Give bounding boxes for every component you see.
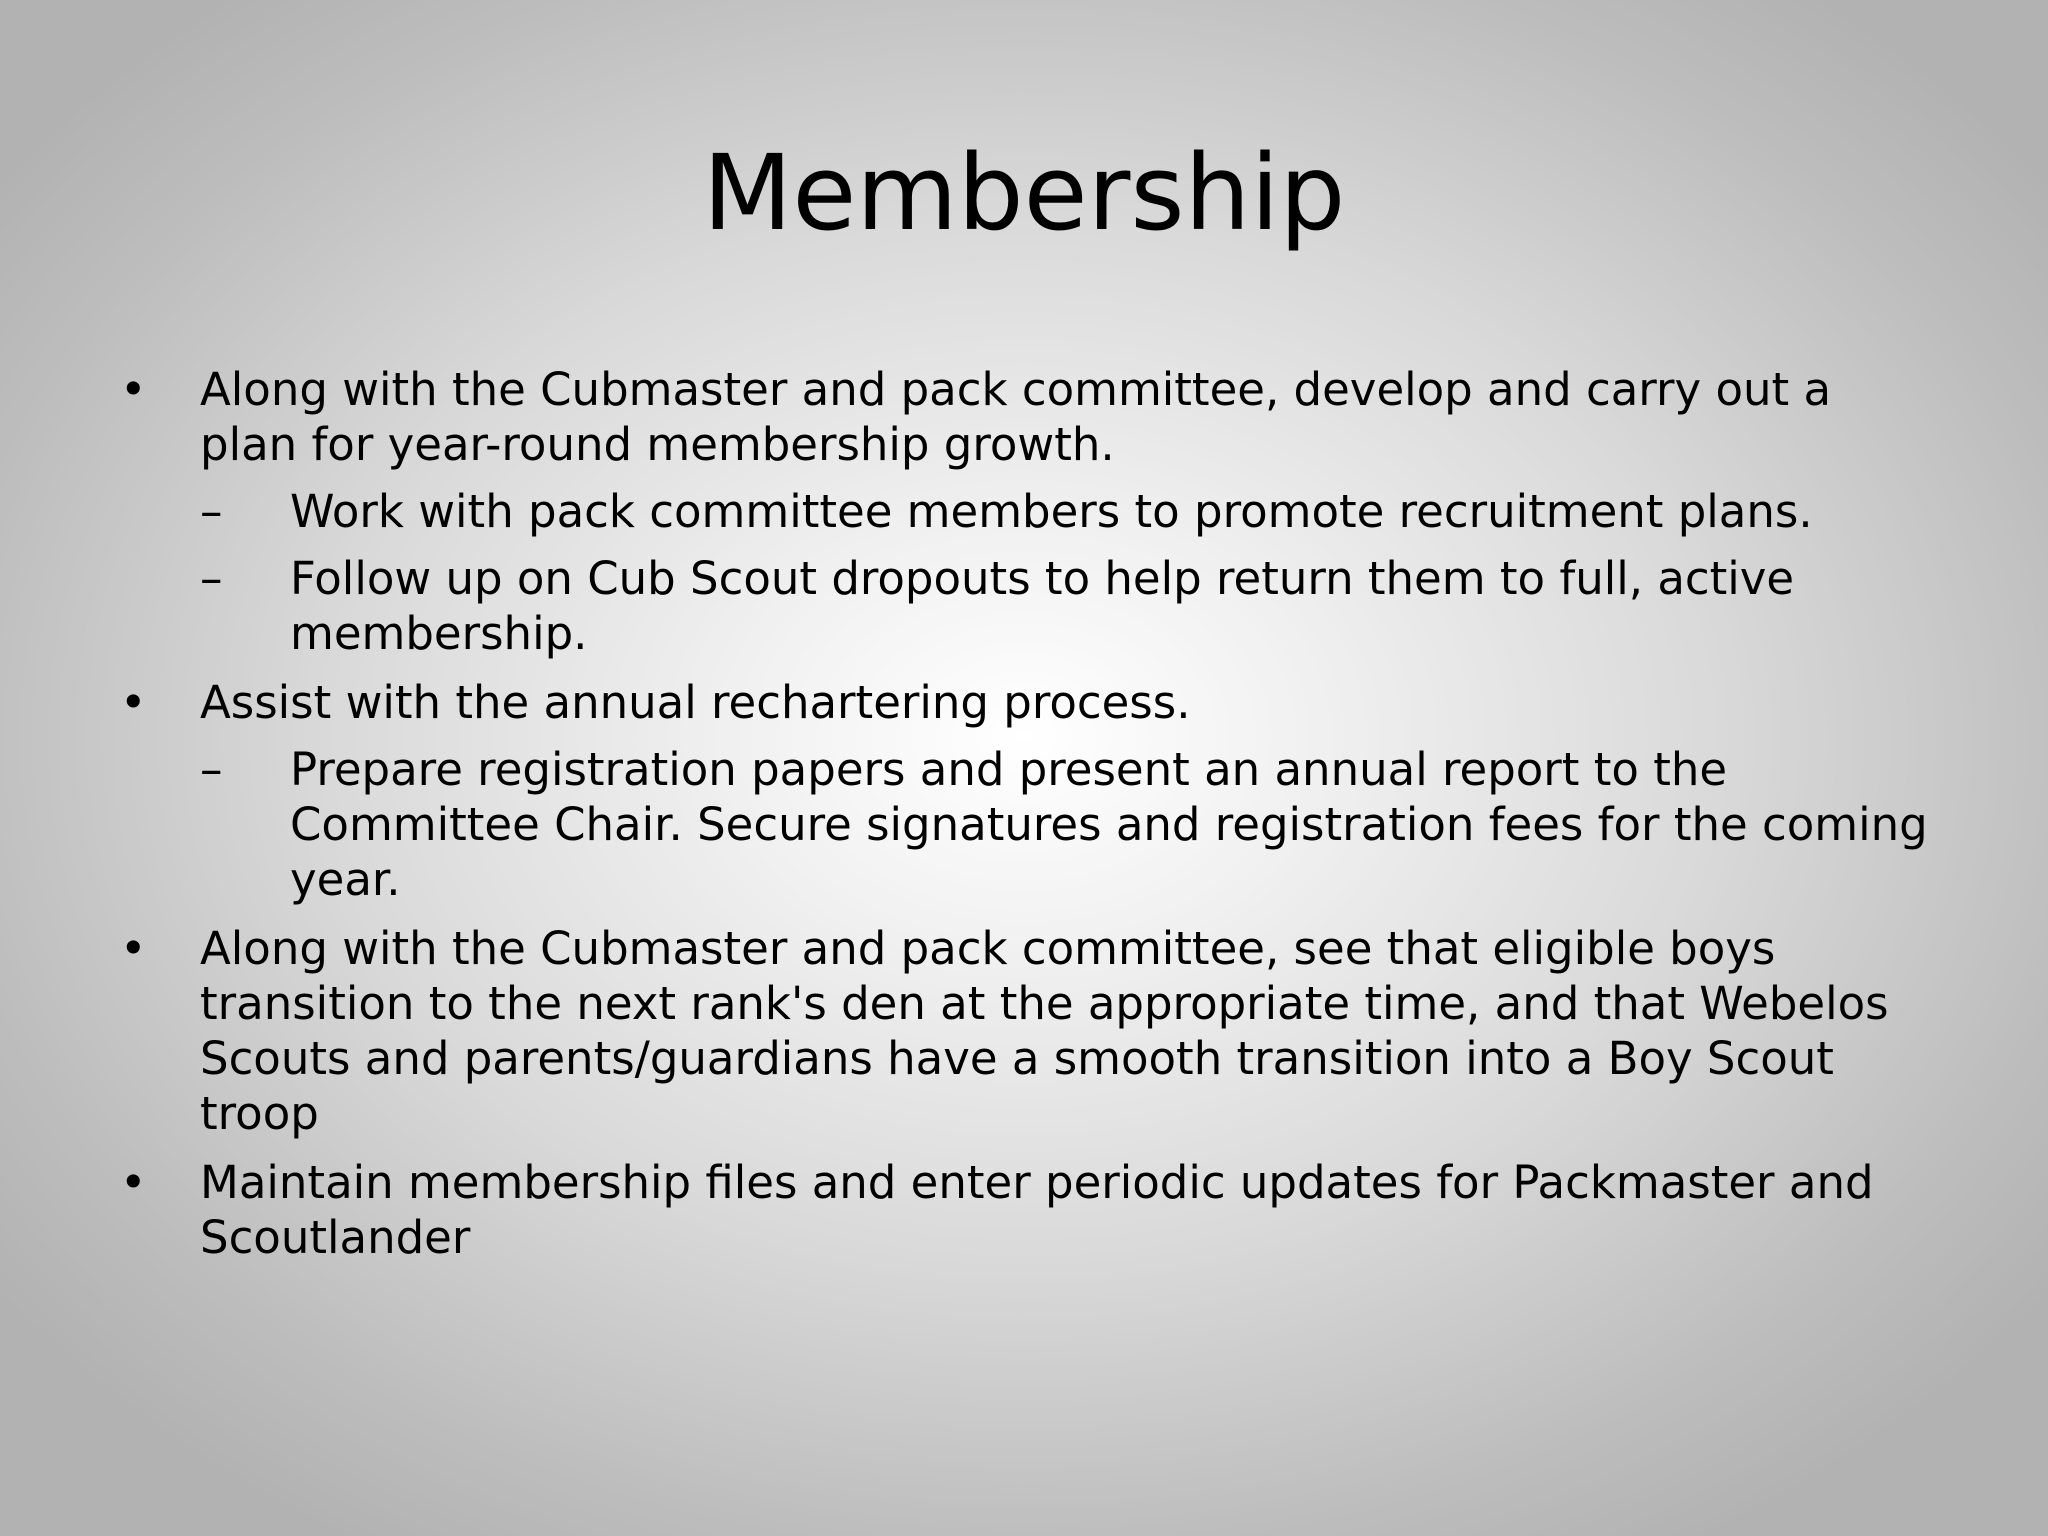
bullet-text: Along with the Cubmaster and pack committee, see that eligible boys transition to the next rank's den at the appropriate time, and that Webelos Scouts and parents/guardians have a smooth transition into a Boy Scout troop	[200, 922, 1889, 1140]
bullet-text: Maintain membership files and enter periodic updates for Packmaster and Scoutlander	[200, 1156, 1874, 1264]
bullet-list	[120, 362, 1940, 1279]
sub-bullet-item	[200, 551, 1940, 661]
slide-title: Membership	[702, 132, 1346, 254]
bullet-text: Along with the Cubmaster and pack committee, develop and carry out a plan for year-round membership growth.	[200, 363, 1832, 471]
bullet-icon: •	[120, 676, 147, 729]
sub-bullet-list	[200, 484, 1940, 661]
sub-bullet-text: Prepare registration papers and present an annual report to the Committee Chair. Secure signatures and registration fees for the coming year.	[290, 743, 1928, 906]
bullet-item	[120, 675, 1940, 907]
bullet-icon: •	[120, 363, 147, 416]
bullet-item	[120, 1155, 1940, 1265]
bullet-icon: •	[120, 1156, 147, 1209]
sub-bullet-item	[200, 484, 1940, 539]
dash-icon: –	[200, 485, 223, 538]
dash-icon: –	[200, 743, 223, 796]
bullet-icon: •	[120, 922, 147, 975]
sub-bullet-text: Work with pack committee members to promote recruitment plans.	[290, 485, 1813, 538]
sub-bullet-list	[200, 742, 1940, 907]
bullet-text: Assist with the annual rechartering process.	[200, 676, 1191, 729]
bullet-item	[120, 362, 1940, 661]
sub-bullet-text: Follow up on Cub Scout dropouts to help return them to full, active membership.	[290, 552, 1795, 660]
dash-icon: –	[200, 552, 223, 605]
sub-bullet-item	[200, 742, 1940, 907]
bullet-item	[120, 921, 1940, 1141]
